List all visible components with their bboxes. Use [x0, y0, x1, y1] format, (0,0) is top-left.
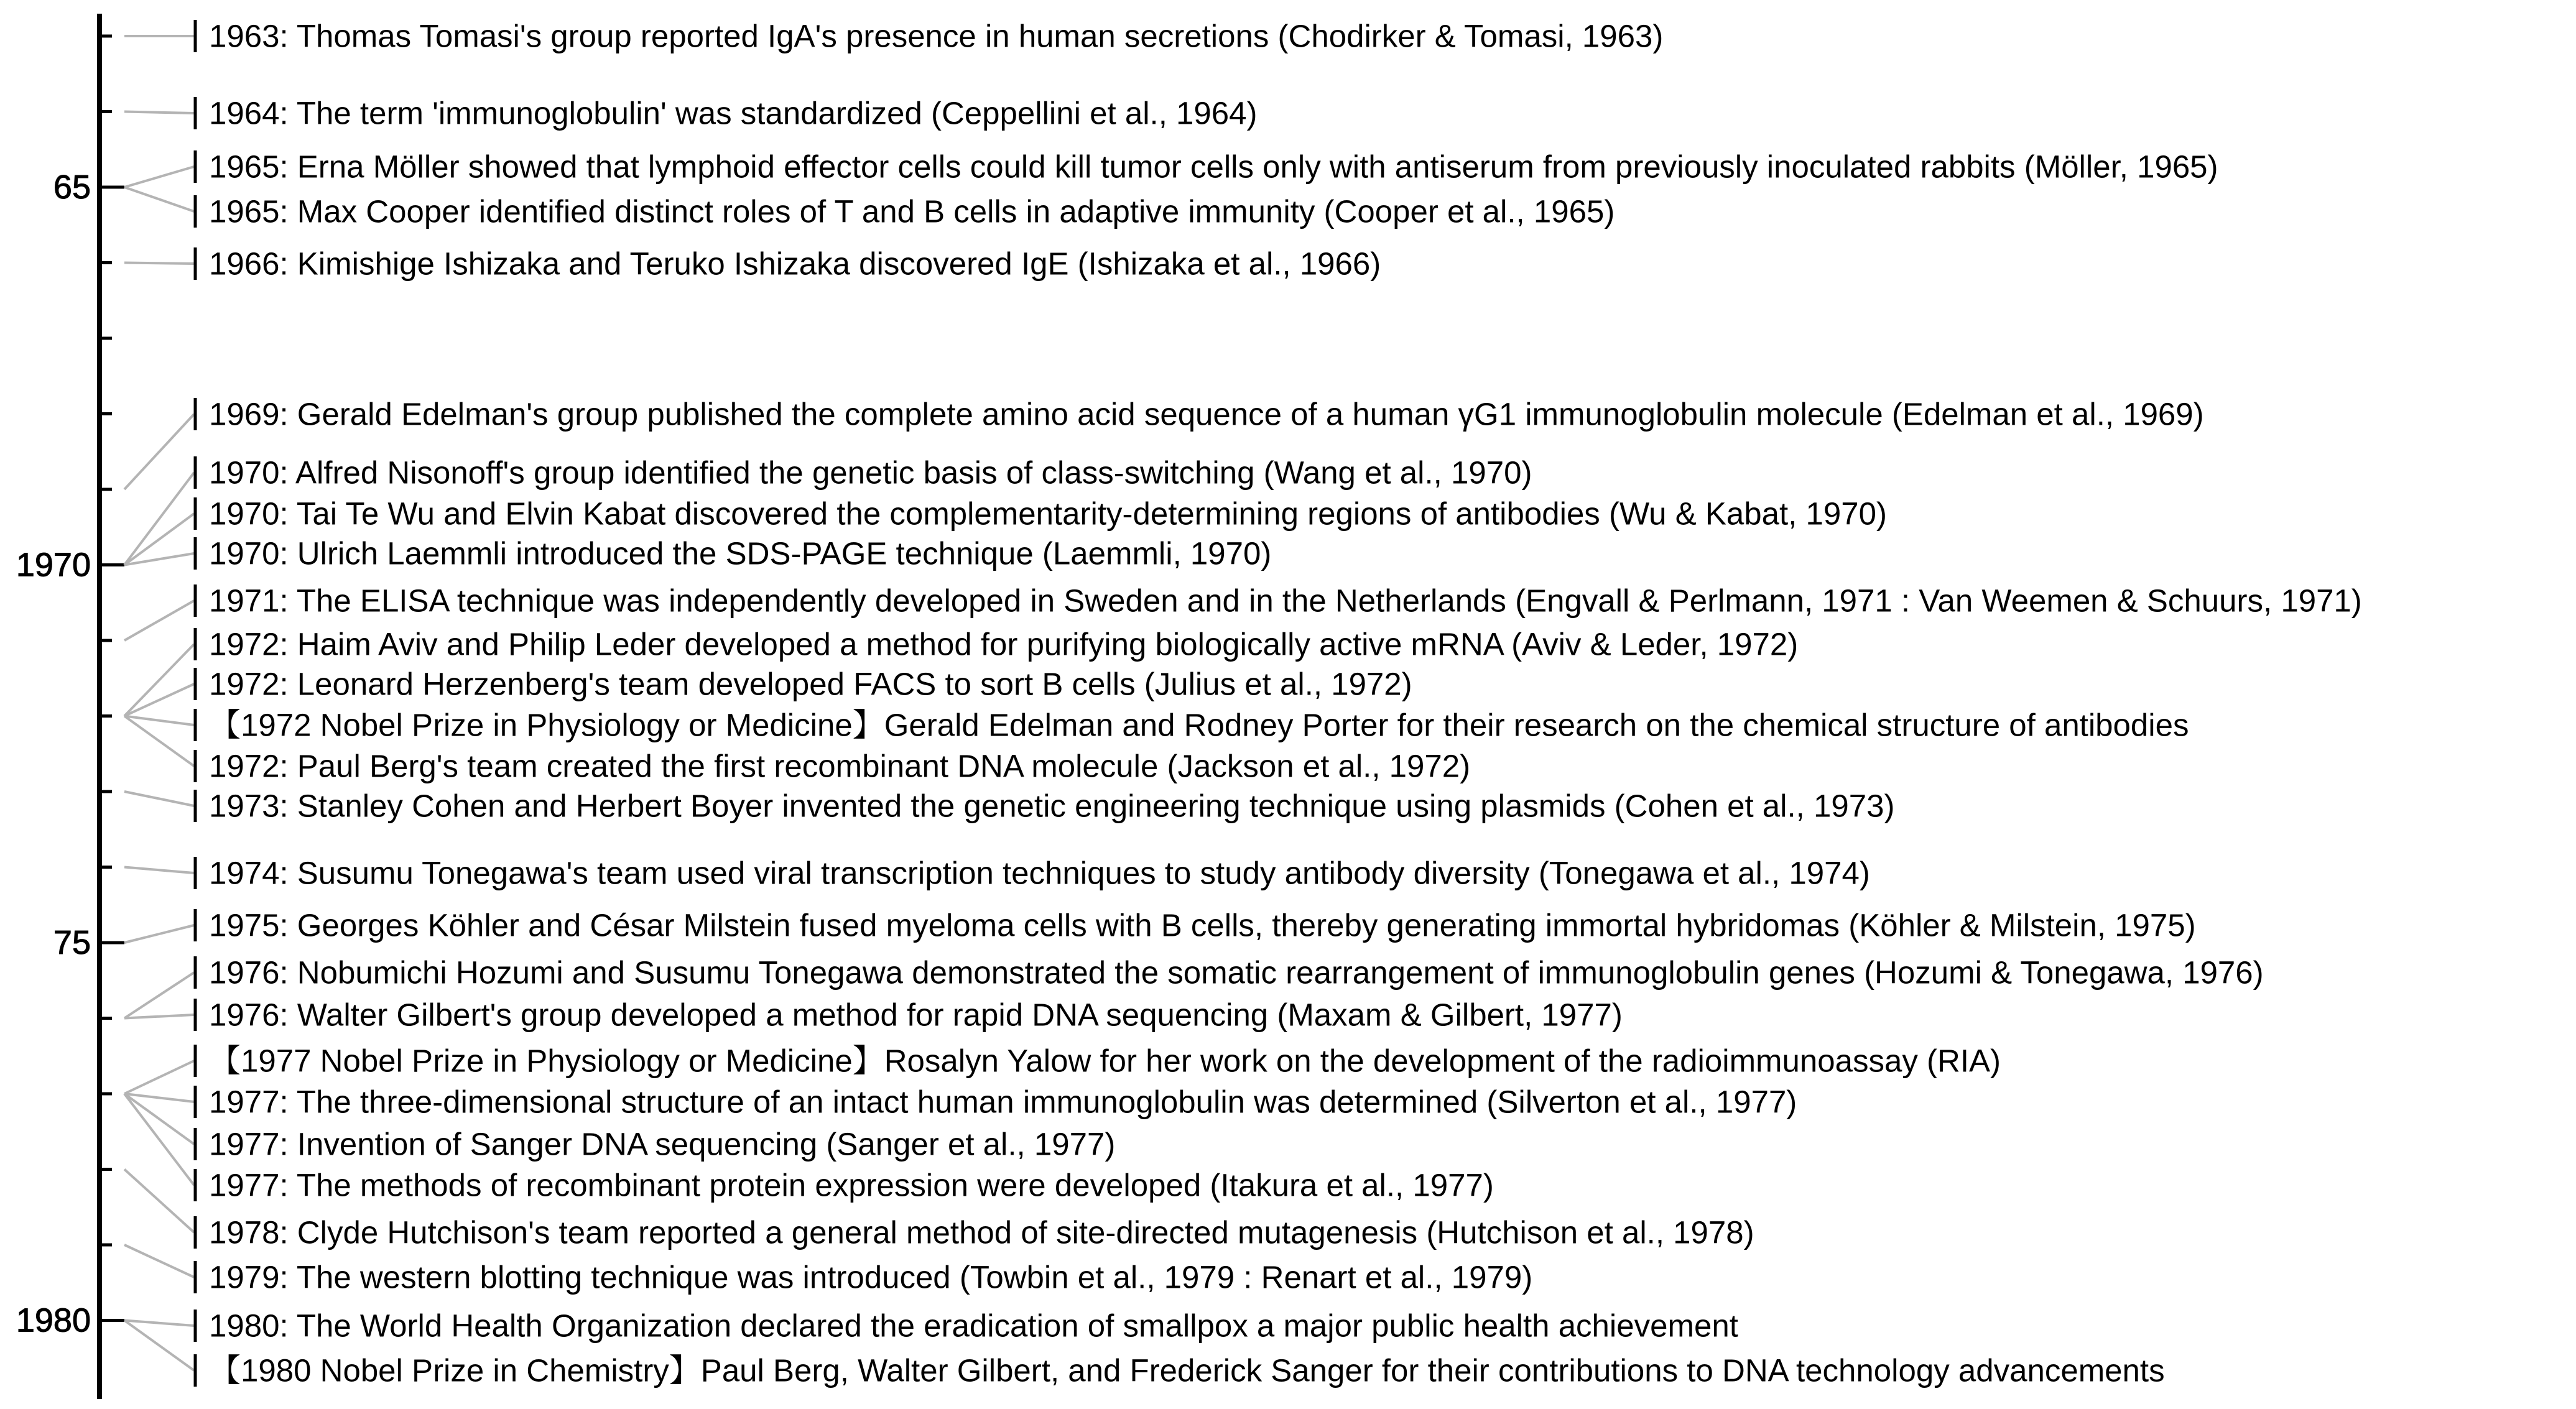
event-connector — [124, 553, 194, 565]
event-connector — [124, 1245, 194, 1277]
timeline-event — [195, 1084, 1797, 1120]
event-connector — [124, 1094, 194, 1185]
timeline-event — [195, 997, 1623, 1033]
connector-group — [124, 36, 194, 1370]
timeline-event — [195, 194, 1615, 229]
event-connector — [124, 867, 194, 874]
event-connector — [124, 187, 194, 211]
event-text: 1969: Gerald Edelman's group published the complete amino acid sequence of a human γG1 immunoglobulin molecule (Edelman et al., 1969) — [209, 396, 2204, 432]
timeline-event — [195, 1168, 1494, 1203]
axis-year-label: 1980 — [16, 1301, 91, 1339]
event-text: 1974: Susumu Tonegawa's team used viral transcription techniques to study antibody diversity (Tonegawa et al., 1974) — [209, 855, 1870, 891]
timeline-event — [195, 246, 1381, 282]
timeline-event — [195, 708, 2189, 743]
event-connector — [124, 1170, 194, 1233]
event-connector — [124, 1061, 194, 1094]
timeline-event — [195, 19, 1663, 54]
timeline-event — [195, 496, 1887, 532]
timeline-event — [195, 955, 2264, 991]
axis-year-label: 65 — [53, 169, 91, 206]
timeline-event — [195, 788, 1894, 824]
event-connector — [124, 601, 194, 640]
event-list — [195, 19, 2362, 1388]
event-connector — [124, 925, 194, 943]
timeline-event — [195, 536, 1271, 571]
event-text: 1980: The World Health Organization declared the eradication of smallpox a major public health achievement — [209, 1308, 1738, 1344]
event-text: 1978: Clyde Hutchison's team reported a general method of site-directed mutagenesis (Hutchison et al., 1978) — [209, 1214, 1754, 1250]
timeline-event — [195, 1215, 1754, 1250]
event-text: 1970: Alfred Nisonoff's group identified the genetic basis of class-switching (Wang et al., 1970) — [209, 455, 1532, 491]
event-text: 1972: Haim Aviv and Philip Leder developed a method for purifying biologically active mRNA (Aviv & Leder, 1972) — [209, 626, 1799, 662]
event-text: 1964: The term 'immunoglobulin' was standardized (Ceppellini et al., 1964) — [209, 95, 1258, 131]
timeline-event — [195, 1043, 2001, 1079]
event-text: 1972: Leonard Herzenberg's team developed FACS to sort B cells (Julius et al., 1972) — [209, 666, 1412, 702]
event-text: 1971: The ELISA technique was independently developed in Sweden and in the Netherlands (Engvall & Perlmann, 1971 : Van Weemen & Schuurs, 1971) — [209, 583, 2362, 619]
timeline-event — [195, 856, 1870, 891]
timeline-event — [195, 667, 1412, 702]
event-text: 1963: Thomas Tomasi's group reported IgA's presence in human secretions (Chodirker & Tomasi, 1963) — [209, 18, 1664, 54]
event-text: 1972: Paul Berg's team created the first recombinant DNA molecule (Jackson et al., 1972) — [209, 748, 1471, 784]
timeline-event — [195, 749, 1470, 784]
event-connector — [124, 1321, 194, 1326]
event-text: 1976: Nobumichi Hozumi and Susumu Tonegawa demonstrated the somatic rearrangement of immunoglobulin genes (Hozumi & Tonegawa, 1976) — [209, 954, 2264, 991]
timeline-event — [195, 149, 2218, 185]
event-connector — [124, 972, 194, 1019]
event-text: 【1980 Nobel Prize in Chemistry】Paul Berg, Walter Gilbert, and Frederick Sanger for their contributions to DNA technology advancements — [209, 1352, 2165, 1388]
event-text: 1979: The western blotting technique was introduced (Towbin et al., 1979 : Renart et al., 1979) — [209, 1259, 1533, 1295]
timeline-event — [195, 1308, 1738, 1344]
event-connector — [124, 1321, 194, 1371]
event-connector — [124, 263, 194, 264]
timeline-event — [195, 908, 2196, 943]
event-text: 1975: Georges Köhler and César Milstein fused myeloma cells with B cells, thereby generating immortal hybridomas (Köhler & Milstein, 1975) — [209, 907, 2196, 943]
timeline-event — [195, 455, 1532, 491]
event-text: 【1972 Nobel Prize in Physiology or Medicine】Gerald Edelman and Rodney Porter for their research on the chemical structure of antibodies — [209, 707, 2189, 743]
timeline-axis-group — [16, 14, 124, 1399]
event-text: 1977: Invention of Sanger DNA sequencing (Sanger et al., 1977) — [209, 1126, 1116, 1162]
event-connector — [124, 414, 194, 489]
event-text: 1977: The methods of recombinant protein expression were developed (Itakura et al., 1977) — [209, 1167, 1494, 1203]
event-connector — [124, 473, 194, 565]
axis-year-label: 75 — [53, 924, 91, 961]
event-text: 1965: Erna Möller showed that lymphoid effector cells could kill tumor cells only with antiserum from previously inoculated rabbits (Möller, 1965) — [209, 149, 2218, 185]
timeline-event — [195, 1127, 1115, 1162]
event-text: 1976: Walter Gilbert's group developed a method for rapid DNA sequencing (Maxam & Gilbert, 1977) — [209, 997, 1623, 1033]
event-text: 1965: Max Cooper identified distinct roles of T and B cells in adaptive immunity (Cooper et al., 1965) — [209, 193, 1615, 229]
event-connector — [124, 112, 194, 114]
event-connector — [124, 1015, 194, 1019]
event-text: 1966: Kimishige Ishizaka and Teruko Ishizaka discovered IgE (Ishizaka et al., 1966) — [209, 246, 1381, 282]
event-connector — [124, 644, 194, 716]
timeline-event — [195, 1353, 2165, 1388]
timeline-event — [195, 397, 2204, 432]
timeline-event — [195, 1260, 1532, 1295]
timeline-event — [195, 627, 1798, 662]
timeline-event — [195, 96, 1257, 131]
event-text: 【1977 Nobel Prize in Physiology or Medicine】Rosalyn Yalow for her work on the development of the radioimmunoassay (RIA) — [209, 1043, 2001, 1079]
event-connector — [124, 167, 194, 187]
timeline-event — [195, 583, 2362, 619]
event-connector — [124, 514, 194, 565]
event-text: 1977: The three-dimensional structure of an intact human immunoglobulin was determined (Silverton et al., 1977) — [209, 1084, 1797, 1120]
event-text: 1973: Stanley Cohen and Herbert Boyer invented the genetic engineering technique using plasmids (Cohen et al., 1973) — [209, 788, 1895, 824]
event-connector — [124, 792, 194, 806]
axis-year-label: 1970 — [16, 546, 91, 584]
event-text: 1970: Ulrich Laemmli introduced the SDS-PAGE technique (Laemmli, 1970) — [209, 535, 1272, 571]
event-connector — [124, 684, 194, 716]
event-text: 1970: Tai Te Wu and Elvin Kabat discovered the complementarity-determining regions of antibodies (Wu & Kabat, 1970) — [209, 496, 1887, 532]
